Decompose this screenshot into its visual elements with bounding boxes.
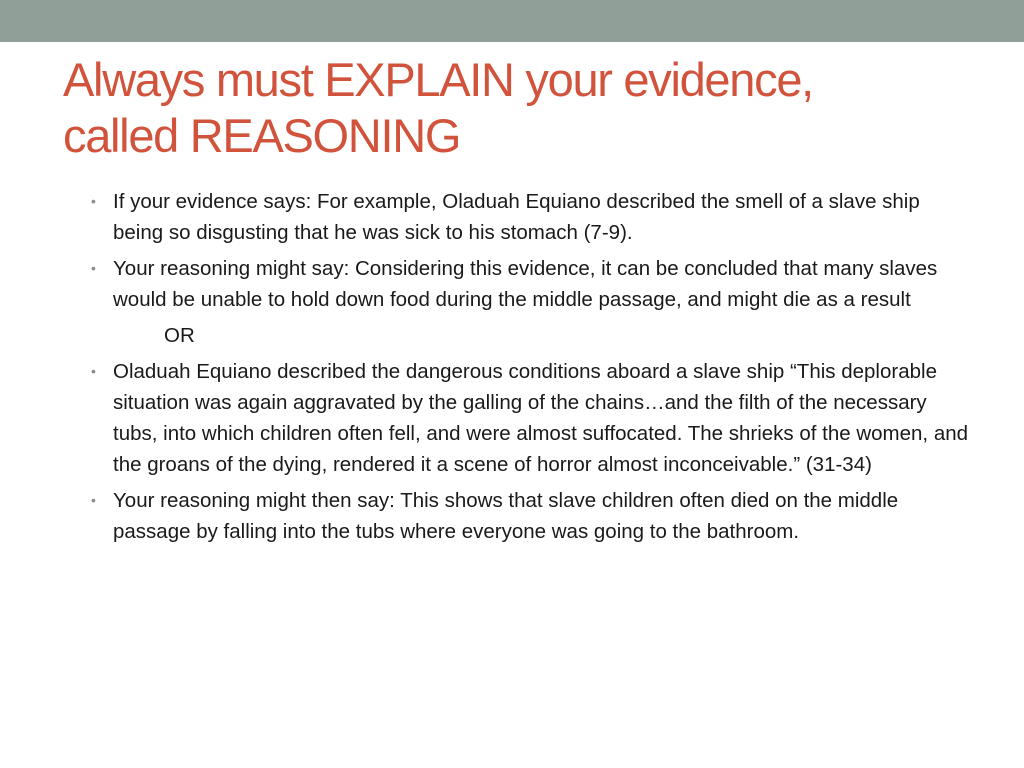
bullet-dot-icon: • [91,492,96,508]
bullet-text: Your reasoning might then say: This shows that slave children often died on the middle passage by falling into the tubs where everyone was going to the bathroom. [113,489,899,543]
bullet-text: Oladuah Equiano described the dangerous conditions aboard a slave ship “This deplorable situation was again aggravated by the galling of the chains…and the filth of the necessary tubs, into which children often fell, and were almost suffocated. The shrieks of the women, and the groans of the dying, rendered it a scene of horror almost inconceivable.” (31-34) [113,360,969,476]
title-line-2: called REASONING [63,109,461,162]
or-separator: OR [164,324,195,347]
bullet-item-reasoning-food [90,253,970,315]
bullet-dot-icon: • [91,363,96,379]
slide-title [63,52,983,164]
top-accent-bar [0,0,1024,42]
bullet-text: If your evidence says: For example, Oladuah Equiano described the smell of a slave ship being so disgusting that he was sick to his stomach (7-9). [113,190,920,244]
bullet-dot-icon: • [91,260,96,276]
bullet-item-evidence-conditions [90,356,970,480]
bullet-dot-icon: • [91,193,96,209]
bullet-item-evidence-smell [90,186,970,248]
bullet-list [90,186,970,552]
bullet-text: Your reasoning might say: Considering this evidence, it can be concluded that many slaves would be unable to hold down food during the middle passage, and might die as a result [113,257,938,311]
bullet-item-reasoning-tubs [90,485,970,547]
title-line-1: Always must EXPLAIN your evidence, [63,53,813,106]
